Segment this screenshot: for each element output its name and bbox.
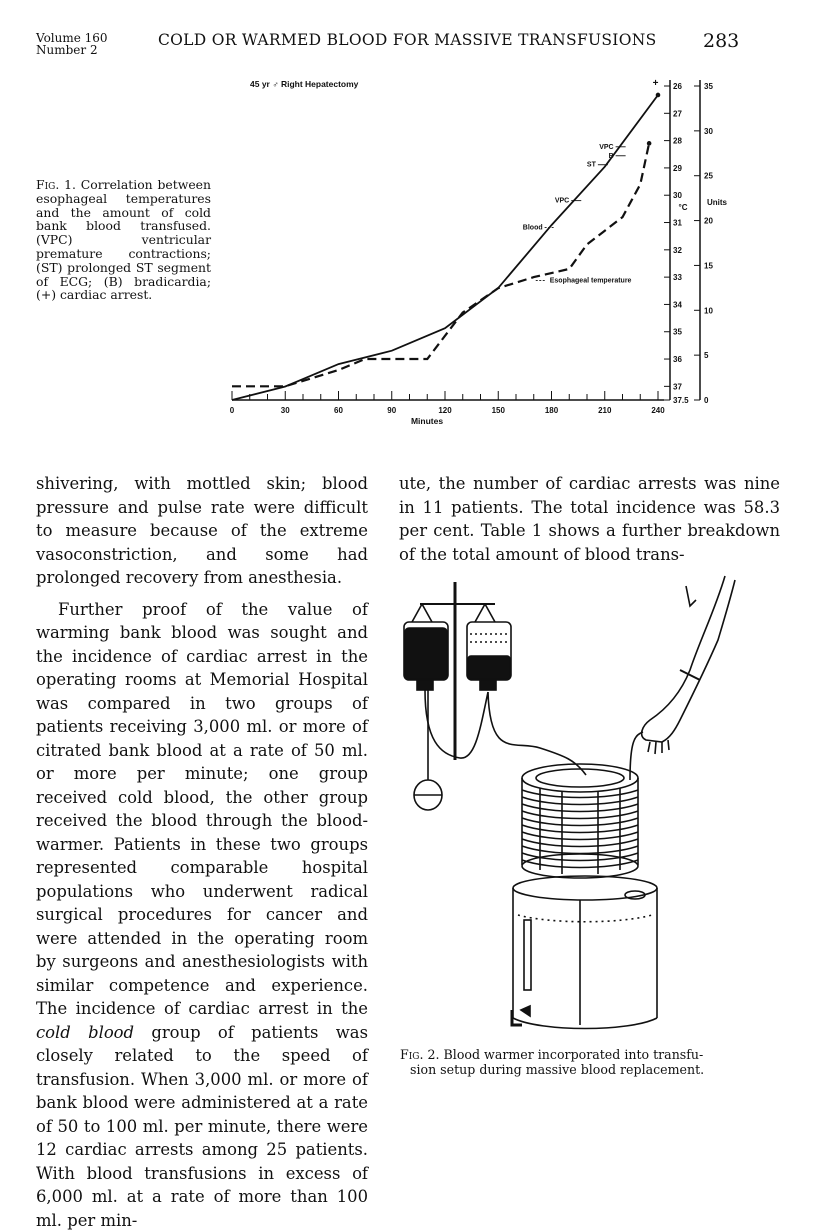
temp-tick-label: 33 (673, 273, 682, 282)
paragraph-continuation: shivering, with mottled skin; blood pressure and pulse rate were difficult to measure because of the extreme vasoconstriction, and some had prolonged recovery from anesthesia. (36, 472, 368, 590)
figure1-caption-lead: Fig. 1. (36, 177, 76, 192)
units-tick-label: 5 (704, 351, 709, 360)
annotation-: + (653, 78, 659, 89)
figure2-blood-warmer-illustration (400, 570, 740, 1040)
tubing-to-arm (630, 732, 643, 780)
annotation-vpc: VPC (599, 144, 613, 151)
paragraph-text-b: group of patients was closely related to the speed of transfusion. When 3,000 ml. or more of bank blood were administered at a rate of 50 to 100 ml. per minute, there were 12 cardiac arrests among 25 patients. With blood transfusions in excess of 6,000 ml. at a rate of more than 100 ml. per min- (36, 1023, 368, 1230)
x-tick-label: 180 (545, 406, 559, 415)
x-tick-label: 120 (438, 406, 452, 415)
volume-label: Volume 160 (36, 32, 108, 44)
paragraph-cardiac-arrests: ute, the number of cardiac arrests was nine in 11 patients. The total incidence was 58.3 per cent. Table 1 shows a further breakdown of the total amount of blood trans- (399, 472, 780, 566)
figure1-chart (215, 62, 745, 434)
x-tick-label: 0 (230, 406, 235, 415)
temp-tick-label: 37.5 (673, 396, 689, 405)
temp-tick-label: 37 (673, 382, 682, 391)
units-tick-label: 20 (704, 217, 713, 226)
units-axis-label: Units (707, 198, 728, 207)
paragraph-warming-proof (36, 598, 368, 1232)
annotation-esophageal-temperature: Esophageal temperature (550, 278, 632, 285)
temp-tick-label: 27 (673, 109, 682, 118)
number-label: Number 2 (36, 44, 108, 56)
temp-tick-label: 31 (673, 219, 682, 228)
annotation-blood: Blood (523, 225, 543, 232)
units-tick-label: 25 (704, 172, 713, 181)
figure1-caption (36, 178, 211, 302)
annotation-vpc: VPC (555, 198, 569, 205)
running-head-title: COLD OR WARMED BLOOD FOR MASSIVE TRANSFUSIONS (158, 31, 657, 49)
series-end-point (647, 141, 652, 146)
annotation-st: ST (587, 162, 597, 169)
annotation-b: B (609, 153, 614, 160)
blood-bottle-full (404, 604, 448, 690)
water-bath-tank (512, 876, 657, 1029)
units-tick-label: 35 (704, 82, 713, 91)
paragraph-emphasis: cold blood (36, 1023, 134, 1042)
figure2-caption-line2: sion setup during massive blood replacement. (400, 1062, 752, 1077)
patient-arm (642, 576, 735, 754)
chart-marks (232, 78, 660, 400)
paragraph-text-a: Further proof of the value of warming bank blood was sought and the incidence of cardiac arrest in the operating rooms at Memorial Hospital was compared in two groups of patients receiving 3,000 ml. or more of citrated bank blood at a rate of 50 ml. or more per minute; one group received cold blood, the other group received the blood through the blood-warmer. Patients in these two groups represented comparable hospital populations who underwent radical surgical procedures for cancer and were attended in the operating room by surgeons and anesthesiologists with similar competence and experience. The incidence of cardiac arrest in the (36, 600, 368, 1019)
blood-bottle-partial (467, 604, 511, 690)
series-end-point (656, 93, 661, 98)
temp-tick-label: 30 (673, 191, 682, 200)
tubing-to-warmer (488, 692, 586, 775)
series-blood-line (232, 95, 658, 400)
page-number: 283 (703, 30, 739, 52)
chart-title: 45 yr ♂ Right Hepatectomy (250, 79, 359, 89)
temp-tick-label: 26 (673, 82, 682, 91)
warmer-coil (522, 764, 638, 878)
figure2-caption (400, 1047, 752, 1077)
units-tick-label: 0 (704, 396, 709, 405)
running-head-volume (36, 32, 108, 56)
figure2-caption-lead: Fig. 2. (400, 1047, 440, 1062)
pressure-bulb (414, 690, 442, 810)
x-tick-label: 30 (281, 406, 290, 415)
body-column-left (36, 472, 368, 1232)
body-column-right (399, 472, 780, 566)
temp-tick-label: 36 (673, 355, 682, 364)
series-esophageal-temperature-line (232, 143, 649, 386)
x-tick-label: 150 (492, 406, 506, 415)
temp-tick-label: 34 (673, 300, 682, 309)
temp-tick-label: 32 (673, 246, 682, 255)
chart-axes (230, 80, 714, 415)
temp-axis-unit: °C (679, 203, 688, 212)
x-tick-label: 90 (387, 406, 396, 415)
temp-tick-label: 35 (673, 328, 682, 337)
figure1-caption-body: Correlation between esophageal temperatures and the amount of cold bank blood transfused. (VPC) ventricular premature contractions; (ST) prolonged ST segment of ECG; (B) bradicardia; (+) cardiac arrest. (36, 177, 211, 302)
x-tick-label: 60 (334, 406, 343, 415)
figure2-caption-line1: Blood warmer incorporated into transfu- (444, 1047, 704, 1062)
temp-tick-label: 29 (673, 164, 682, 173)
temp-tick-label: 28 (673, 137, 682, 146)
units-tick-label: 30 (704, 127, 713, 136)
x-axis-label: Minutes (411, 416, 443, 426)
x-tick-label: 240 (651, 406, 665, 415)
x-tick-label: 210 (598, 406, 612, 415)
units-tick-label: 10 (704, 306, 713, 315)
units-tick-label: 15 (704, 261, 713, 270)
